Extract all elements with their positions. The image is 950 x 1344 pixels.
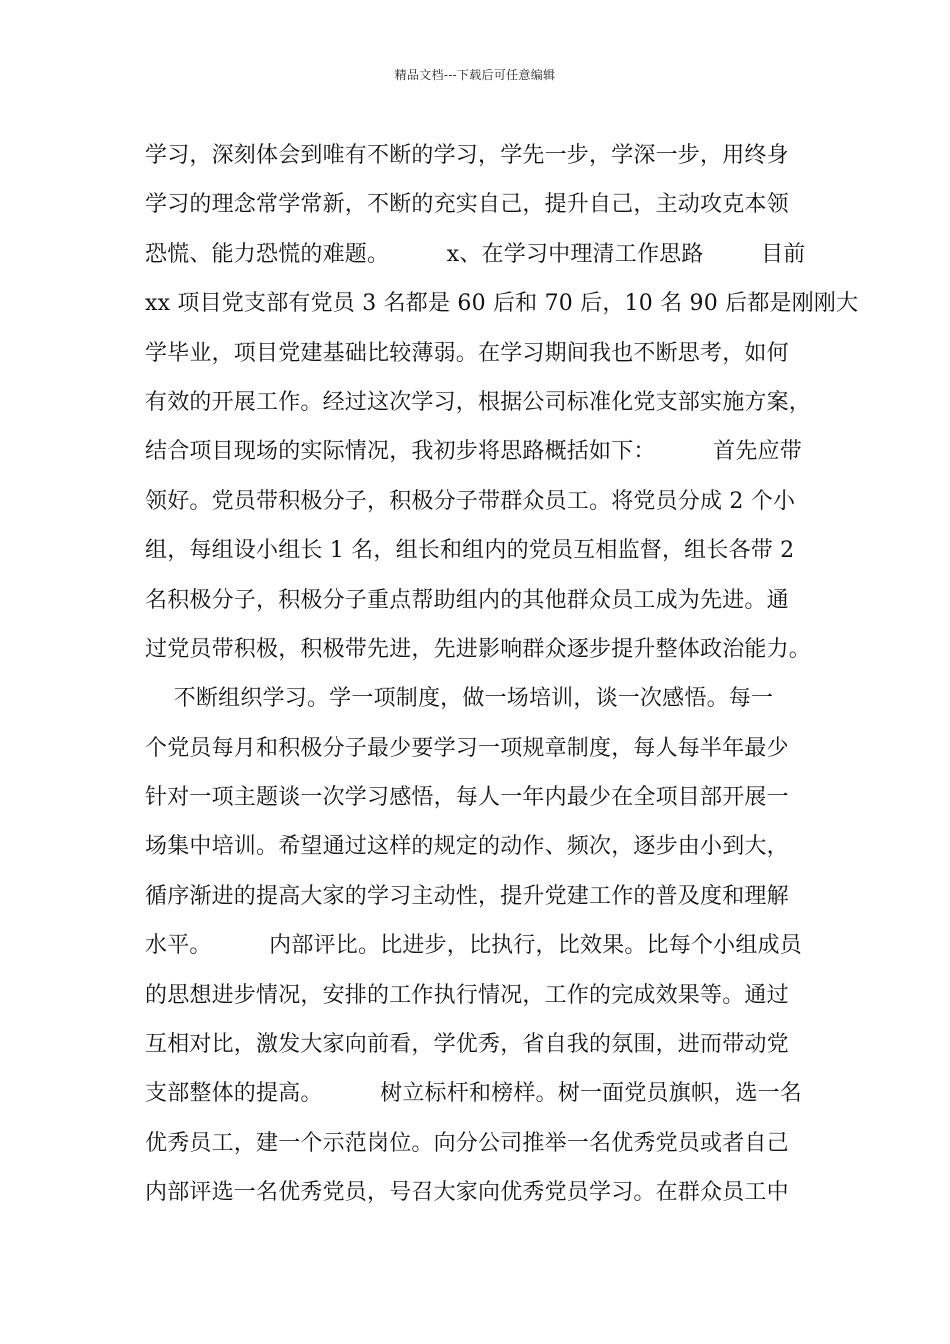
text-line: 过党员带积极，积极带先进，先进影响群众逐步提升整体政治能力。: [145, 636, 812, 662]
text-line: 恐慌、能力恐慌的难题。 x、在学习中理清工作思路 目前: [145, 241, 806, 267]
text-line: 学习，深刻体会到唯有不断的学习，学先一步，学深一步，用终身: [145, 143, 789, 168]
text-line: 循序渐进的提高大家的学习主动性，提升党建工作的普及度和理解: [145, 883, 789, 909]
text-line: 场集中培训。希望通过这样的规定的动作、频次，逐步由小到大，: [145, 834, 789, 860]
text-line: 结合项目现场的实际情况，我初步将思路概括如下： 首先应带: [145, 439, 802, 465]
text-line: 名积极分子，积极分子重点帮助组内的其他群众员工成为先进。通: [145, 587, 789, 613]
text-line: 有效的开展工作。经过这次学习，根据公司标准化党支部实施方案，: [145, 389, 812, 415]
text-line: 的思想进步情况，安排的工作执行情况，工作的完成效果等。通过: [145, 982, 789, 1008]
page-header: 精品文档---下载后可任意编辑: [394, 68, 556, 82]
text-line: 不断组织学习。学一项制度，做一场培训，谈一次感悟。每一: [145, 686, 774, 712]
text-line: 个党员每月和积极分子最少要学习一项规章制度，每人每半年最少: [145, 735, 789, 761]
text-line: 学习的理念常学常新，不断的充实自己，提升自己，主动攻克本领: [145, 192, 789, 218]
text-line: 内部评选一名优秀党员，号召大家向优秀党员学习。在群众员工中: [145, 1180, 789, 1206]
text-line: 互相对比，激发大家向前看，学优秀，省自我的氛围，进而带动党: [145, 1032, 789, 1058]
text-line: 水平。 内部评比。比进步，比执行，比效果。比每个小组成员: [145, 933, 802, 959]
text-line: xx 项目党支部有党员 3 名都是 60 后和 70 后，10 名 90 后都是刚刚大: [145, 291, 859, 317]
text-line: 领好。党员带积极分子，积极分子带群众员工。将党员分成 2 个小: [145, 488, 796, 514]
text-line: 支部整体的提高。 树立标杆和榜样。树一面党员旗帜，选一名: [145, 1081, 802, 1107]
text-line: 学毕业，项目党建基础比较薄弱。在学习期间我也不断思考，如何: [145, 340, 789, 366]
text-line: 优秀员工，建一个示范岗位。向分公司推举一名优秀党员或者自己: [145, 1130, 789, 1156]
body-text: [145, 131, 859, 1218]
text-line: 针对一项主题谈一次学习感悟，每人一年内最少在全项目部开展一: [145, 785, 789, 811]
text-line: 组，每组设小组长 1 名，组长和组内的党员互相监督，组长各带 2: [145, 538, 795, 564]
